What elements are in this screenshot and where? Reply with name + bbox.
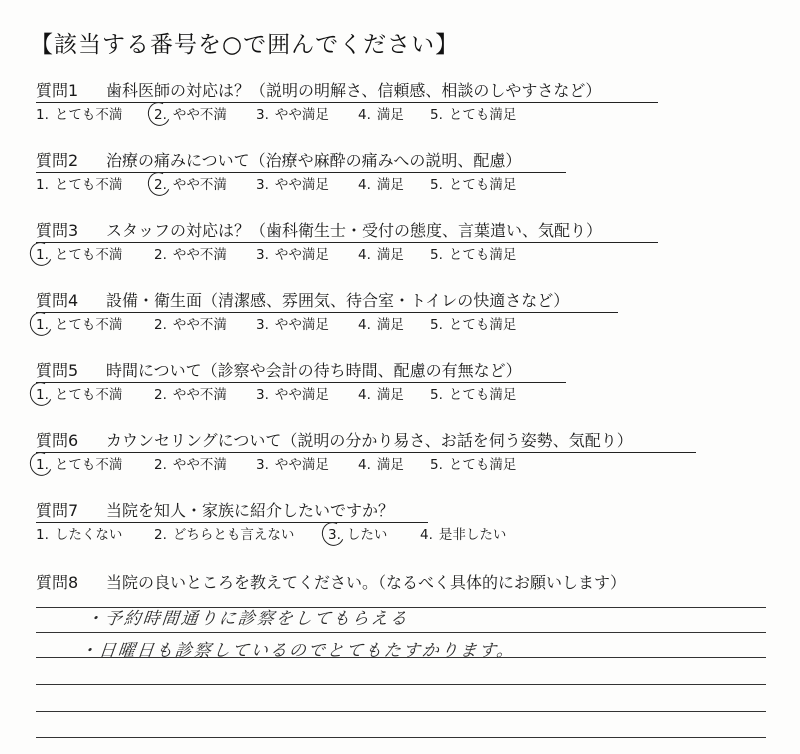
answer-line	[36, 684, 766, 685]
option-4[interactable]	[358, 455, 404, 475]
options-row	[36, 105, 776, 125]
option-number: 4.	[358, 317, 371, 333]
option-4[interactable]	[358, 245, 404, 265]
option-2-selected[interactable]	[154, 105, 227, 125]
options-row	[36, 245, 776, 265]
answer-line	[36, 737, 766, 738]
option-5[interactable]	[430, 175, 516, 195]
option-5[interactable]	[430, 455, 516, 475]
answer-line	[36, 711, 766, 712]
option-label: とても満足	[448, 387, 517, 403]
option-label: やや不満	[172, 247, 227, 263]
question-1-header	[36, 80, 776, 102]
question-text: 設備・衛生面（清潔感、雰囲気、待合室・トイレの快適さなど）	[106, 291, 570, 310]
option-number: 5.	[430, 317, 443, 333]
option-label: とても満足	[448, 247, 517, 263]
option-3-selected[interactable]	[328, 525, 387, 545]
option-number: 4.	[358, 107, 371, 123]
question-6	[36, 430, 776, 475]
option-label: とても満足	[448, 457, 517, 473]
option-label: 満足	[376, 107, 404, 123]
option-label: とても不満	[54, 457, 123, 473]
question-underline	[36, 452, 696, 453]
option-1[interactable]	[36, 175, 122, 195]
option-number: 3.	[328, 527, 341, 543]
question-5-header	[36, 360, 776, 382]
question-label: 質問1	[36, 81, 79, 100]
option-label: 満足	[376, 177, 404, 193]
option-4[interactable]	[358, 175, 404, 195]
option-label: とても満足	[448, 107, 517, 123]
option-number: 5.	[430, 387, 443, 403]
question-label: 質問6	[36, 431, 79, 450]
option-number: 2.	[154, 527, 167, 543]
option-4[interactable]	[358, 315, 404, 335]
option-label: やや不満	[172, 317, 227, 333]
option-number: 4.	[358, 387, 371, 403]
option-3[interactable]	[256, 315, 329, 335]
question-text: 治療の痛みについて（治療や麻酔の痛みへの説明、配慮）	[106, 151, 522, 170]
option-number: 2.	[154, 457, 167, 473]
option-5[interactable]	[430, 105, 516, 125]
option-2[interactable]	[154, 245, 227, 265]
option-number: 3.	[256, 177, 269, 193]
question-4	[36, 290, 776, 335]
option-number: 4.	[358, 247, 371, 263]
question-6-header	[36, 430, 776, 452]
option-label: したい	[346, 527, 388, 543]
answer-line	[36, 632, 766, 633]
options-row	[36, 525, 776, 545]
question-7	[36, 500, 776, 545]
options-row	[36, 175, 776, 195]
option-number: 3.	[256, 387, 269, 403]
option-5[interactable]	[430, 315, 516, 335]
question-text: 歯科医師の対応は？（説明の明解さ、信頼感、相談のしやすさなど）	[106, 81, 602, 100]
option-label: 満足	[376, 387, 404, 403]
option-label: とても不満	[54, 177, 123, 193]
option-number: 4.	[420, 527, 433, 543]
option-label: どちらとも言えない	[172, 527, 295, 543]
option-1-selected[interactable]	[36, 385, 122, 405]
option-label: 満足	[376, 457, 404, 473]
option-1-selected[interactable]	[36, 245, 122, 265]
option-label: とても不満	[54, 247, 123, 263]
option-3[interactable]	[256, 175, 329, 195]
option-number: 4.	[358, 457, 371, 473]
option-number: 2.	[154, 107, 167, 123]
option-label: やや不満	[172, 387, 227, 403]
option-number: 1.	[36, 317, 49, 333]
option-number: 5.	[430, 107, 443, 123]
question-2	[36, 150, 776, 195]
question-underline	[36, 522, 428, 523]
option-number: 3.	[256, 457, 269, 473]
question-1	[36, 80, 776, 125]
option-number: 3.	[256, 247, 269, 263]
question-text: スタッフの対応は？（歯科衛生士・受付の態度、言葉遣い、気配り）	[106, 221, 603, 240]
question-text: 時間について（診察や会計の待ち時間、配慮の有無など）	[106, 361, 522, 380]
option-label: 是非したい	[438, 527, 507, 543]
option-label: やや不満	[172, 107, 227, 123]
question-2-header	[36, 150, 776, 172]
option-2[interactable]	[154, 525, 294, 545]
option-number: 5.	[430, 457, 443, 473]
option-label: 満足	[376, 317, 404, 333]
option-number: 1.	[36, 177, 49, 193]
option-4[interactable]	[358, 385, 404, 405]
option-label: したくない	[54, 527, 123, 543]
question-text: カウンセリングについて（説明の分かり易さ、お話を伺う姿勢、気配り）	[106, 431, 633, 450]
question-5	[36, 360, 776, 405]
option-label: とても満足	[448, 317, 517, 333]
question-3-header	[36, 220, 776, 242]
option-label: やや不満	[172, 177, 227, 193]
option-number: 1.	[36, 387, 49, 403]
question-label: 質問4	[36, 291, 79, 310]
question-underline	[36, 102, 658, 103]
option-2-selected[interactable]	[154, 175, 227, 195]
option-number: 3.	[256, 317, 269, 333]
question-label: 質問8	[36, 573, 79, 592]
option-1[interactable]	[36, 525, 122, 545]
question-label: 質問5	[36, 361, 79, 380]
option-number: 5.	[430, 247, 443, 263]
options-row	[36, 455, 776, 475]
option-number: 2.	[154, 247, 167, 263]
option-3[interactable]	[256, 385, 329, 405]
option-3[interactable]	[256, 245, 329, 265]
question-underline	[36, 242, 658, 243]
option-label: やや満足	[274, 317, 329, 333]
option-number: 2.	[154, 387, 167, 403]
option-label: やや満足	[274, 177, 329, 193]
option-1[interactable]	[36, 105, 122, 125]
question-3	[36, 220, 776, 265]
question-underline	[36, 312, 618, 313]
question-underline	[36, 382, 566, 383]
option-1-selected[interactable]	[36, 455, 122, 475]
options-row	[36, 385, 776, 405]
option-label: やや不満	[172, 457, 227, 473]
option-number: 1.	[36, 457, 49, 473]
option-2[interactable]	[154, 315, 227, 335]
option-label: とても満足	[448, 177, 517, 193]
option-5[interactable]	[430, 245, 516, 265]
question-label: 質問7	[36, 501, 79, 520]
question-8	[36, 572, 776, 594]
option-number: 1.	[36, 247, 49, 263]
option-label: やや満足	[274, 107, 329, 123]
option-number: 5.	[430, 177, 443, 193]
option-5[interactable]	[430, 385, 516, 405]
page-title: 【該当する番号を○で囲んでください】	[30, 32, 460, 58]
option-3[interactable]	[256, 105, 329, 125]
option-3[interactable]	[256, 455, 329, 475]
option-number: 2.	[154, 317, 167, 333]
option-number: 4.	[358, 177, 371, 193]
option-number: 2.	[154, 177, 167, 193]
option-label: 満足	[376, 247, 404, 263]
question-4-header	[36, 290, 776, 312]
option-1-selected[interactable]	[36, 315, 122, 335]
option-label: とても不満	[54, 387, 123, 403]
option-4[interactable]	[358, 105, 404, 125]
handwritten-answer-2: ・日曜日も診察しているのでとてもたすかります。	[78, 641, 517, 661]
option-number: 1.	[36, 527, 49, 543]
handwritten-answer-1: ・予約時間通りに診察をしてもらえる	[84, 609, 410, 629]
options-row	[36, 315, 776, 335]
question-text: 当院を知人・家族に紹介したいですか？	[106, 501, 395, 520]
option-4[interactable]	[420, 525, 506, 545]
option-label: やや満足	[274, 387, 329, 403]
question-text: 当院の良いところを教えてください。（なるべく具体的にお願いします）	[106, 573, 627, 592]
question-7-header	[36, 500, 776, 522]
option-number: 3.	[256, 107, 269, 123]
option-2[interactable]	[154, 455, 227, 475]
option-2[interactable]	[154, 385, 227, 405]
option-number: 1.	[36, 107, 49, 123]
question-underline	[36, 172, 566, 173]
option-label: とても不満	[54, 317, 123, 333]
option-label: やや満足	[274, 457, 329, 473]
option-label: やや満足	[274, 247, 329, 263]
question-label: 質問2	[36, 151, 79, 170]
option-label: とても不満	[54, 107, 123, 123]
question-8-header	[36, 572, 776, 594]
question-label: 質問3	[36, 221, 79, 240]
